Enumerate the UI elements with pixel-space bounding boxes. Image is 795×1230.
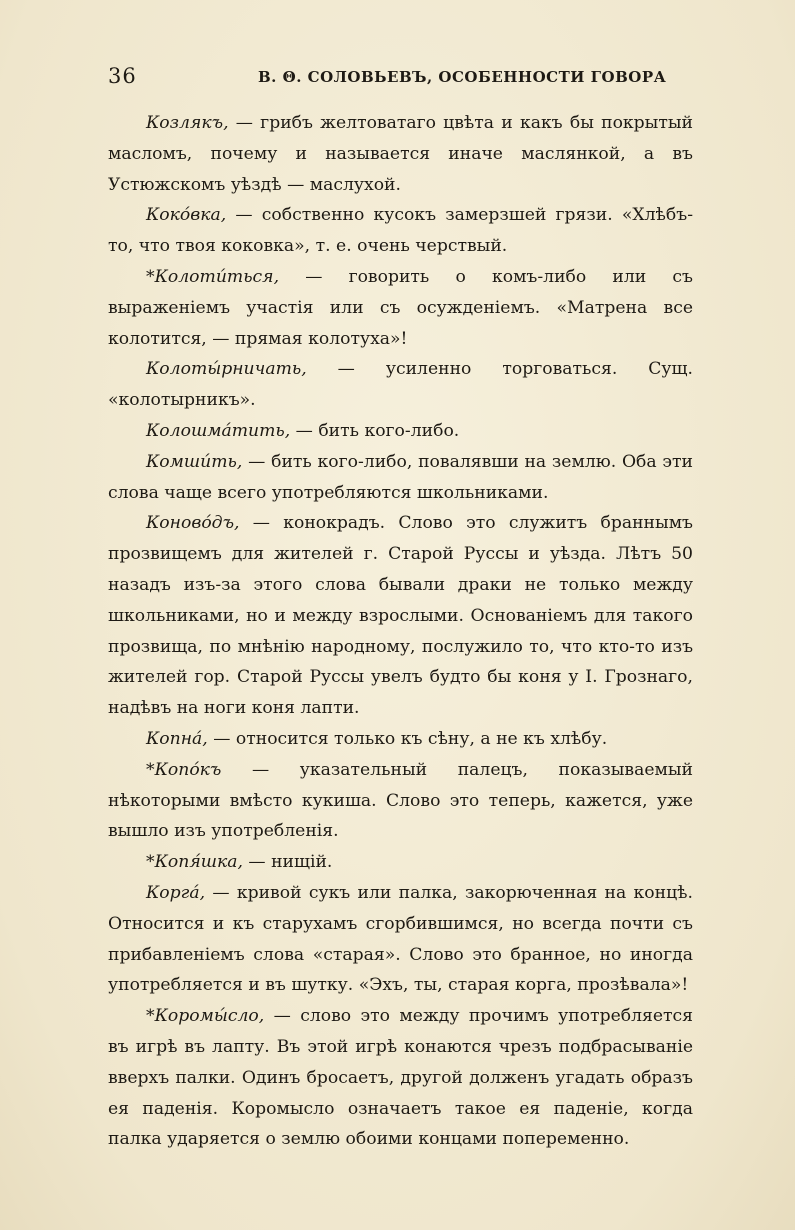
definition: — бить кого-либо. xyxy=(290,420,460,441)
entry-koloshmatit xyxy=(108,416,693,447)
definition: — грибъ желтоватаго цвѣта и какъ бы покрытый масломъ, почему и называется иначе маслянкой, а въ Устюжскомъ уѣздѣ — маслухой. xyxy=(108,113,693,195)
definition: — относится только къ сѣну, а не къ хлѣбу. xyxy=(207,728,608,749)
entry-korga xyxy=(108,878,693,1001)
entry-kopyashka xyxy=(108,847,693,878)
headword: Копна́, xyxy=(146,728,208,749)
definition: — усиленно торговаться. Сущ. «колотырникъ». xyxy=(108,359,693,411)
entry-kolotyrnichat xyxy=(108,354,693,416)
headword: *Колоти́ться, xyxy=(146,266,280,287)
entry-kopna xyxy=(108,724,693,755)
headword: Колоты́рничать, xyxy=(146,359,307,380)
definition: — собственно кусокъ замерзшей грязи. «Хлѣбъ-то, что твоя коковка», т. е. очень черствый. xyxy=(108,205,693,257)
page-header xyxy=(108,60,693,90)
definition: — говорить о комъ-либо или съ выраженіемъ участія или съ осужденіемъ. «Матрена все колотится, — прямая колотуха»! xyxy=(108,266,693,349)
entry-komshit xyxy=(108,447,693,509)
definition: — указательный палецъ, показываемый нѣкоторыми вмѣсто кукиша. Слово это теперь, кажется, уже вышло изъ употребленія. xyxy=(108,759,693,842)
headword: Козлякъ, xyxy=(146,113,229,133)
headword: Коново́дъ, xyxy=(146,513,240,534)
headword: Комши́ть, xyxy=(146,451,243,472)
headword: Коко́вка, xyxy=(146,205,227,226)
running-title: В. Θ. СОЛОВЬЕВЪ, ОСОБЕННОСТИ ГОВОРА xyxy=(258,68,667,86)
page-number: 36 xyxy=(108,64,137,88)
entry-kozlyak xyxy=(108,108,693,200)
headword: *Копо́къ xyxy=(146,759,222,780)
entry-konovod xyxy=(108,508,693,724)
entry-kopok xyxy=(108,755,693,847)
definition: — слово это между прочимъ употребляется въ игрѣ въ лапту. Въ этой игрѣ конаются чрезъ подбрасываніе вверхъ палки. Одинъ бросаетъ, другой долженъ угадать образъ ея паденія. Коромысло означаетъ такое ея паденіе, когда палка ударяется о землю обоими концами попеременно. xyxy=(108,1006,693,1150)
definition: — кривой сукъ или палка, закорюченная на концѣ. Относится и къ старухамъ сгорбившимся, но всегда почти съ прибавленіемъ слова «старая». Слово это бранное, но иногда употребляется и въ шутку. «Эхъ, ты, старая корга, прозѣвала»! xyxy=(108,882,693,996)
headword: Корга́, xyxy=(146,882,206,903)
entry-kokovka xyxy=(108,200,693,262)
definition: — бить кого-либо, повалявши на землю. Оба эти слова чаще всего употребляются школьниками. xyxy=(108,451,693,503)
entry-kolotitsya xyxy=(108,262,693,354)
headword: Колошма́тить, xyxy=(146,420,291,441)
headword: *Копя́шка, xyxy=(146,852,243,873)
entry-koromyslo xyxy=(108,1001,693,1155)
definition: — конокрадъ. Слово это служитъ браннымъ прозвищемъ для жителей г. Старой Руссы и уѣзда. Лѣтъ 50 назадъ изъ-за этого слова бывали драки не только между школьниками, но и между взрослыми. Основаніемъ для такого прозвища, по мнѣнію народному, послужило то, что кто-то изъ жителей гор. Старой Руссы увелъ будто бы коня у І. Грознаго, надѣвъ на ноги коня лапти. xyxy=(108,513,693,719)
definition: — нищій. xyxy=(242,852,333,873)
dictionary-entries xyxy=(108,108,693,1155)
headword: *Коромы́сло, xyxy=(146,1006,265,1027)
